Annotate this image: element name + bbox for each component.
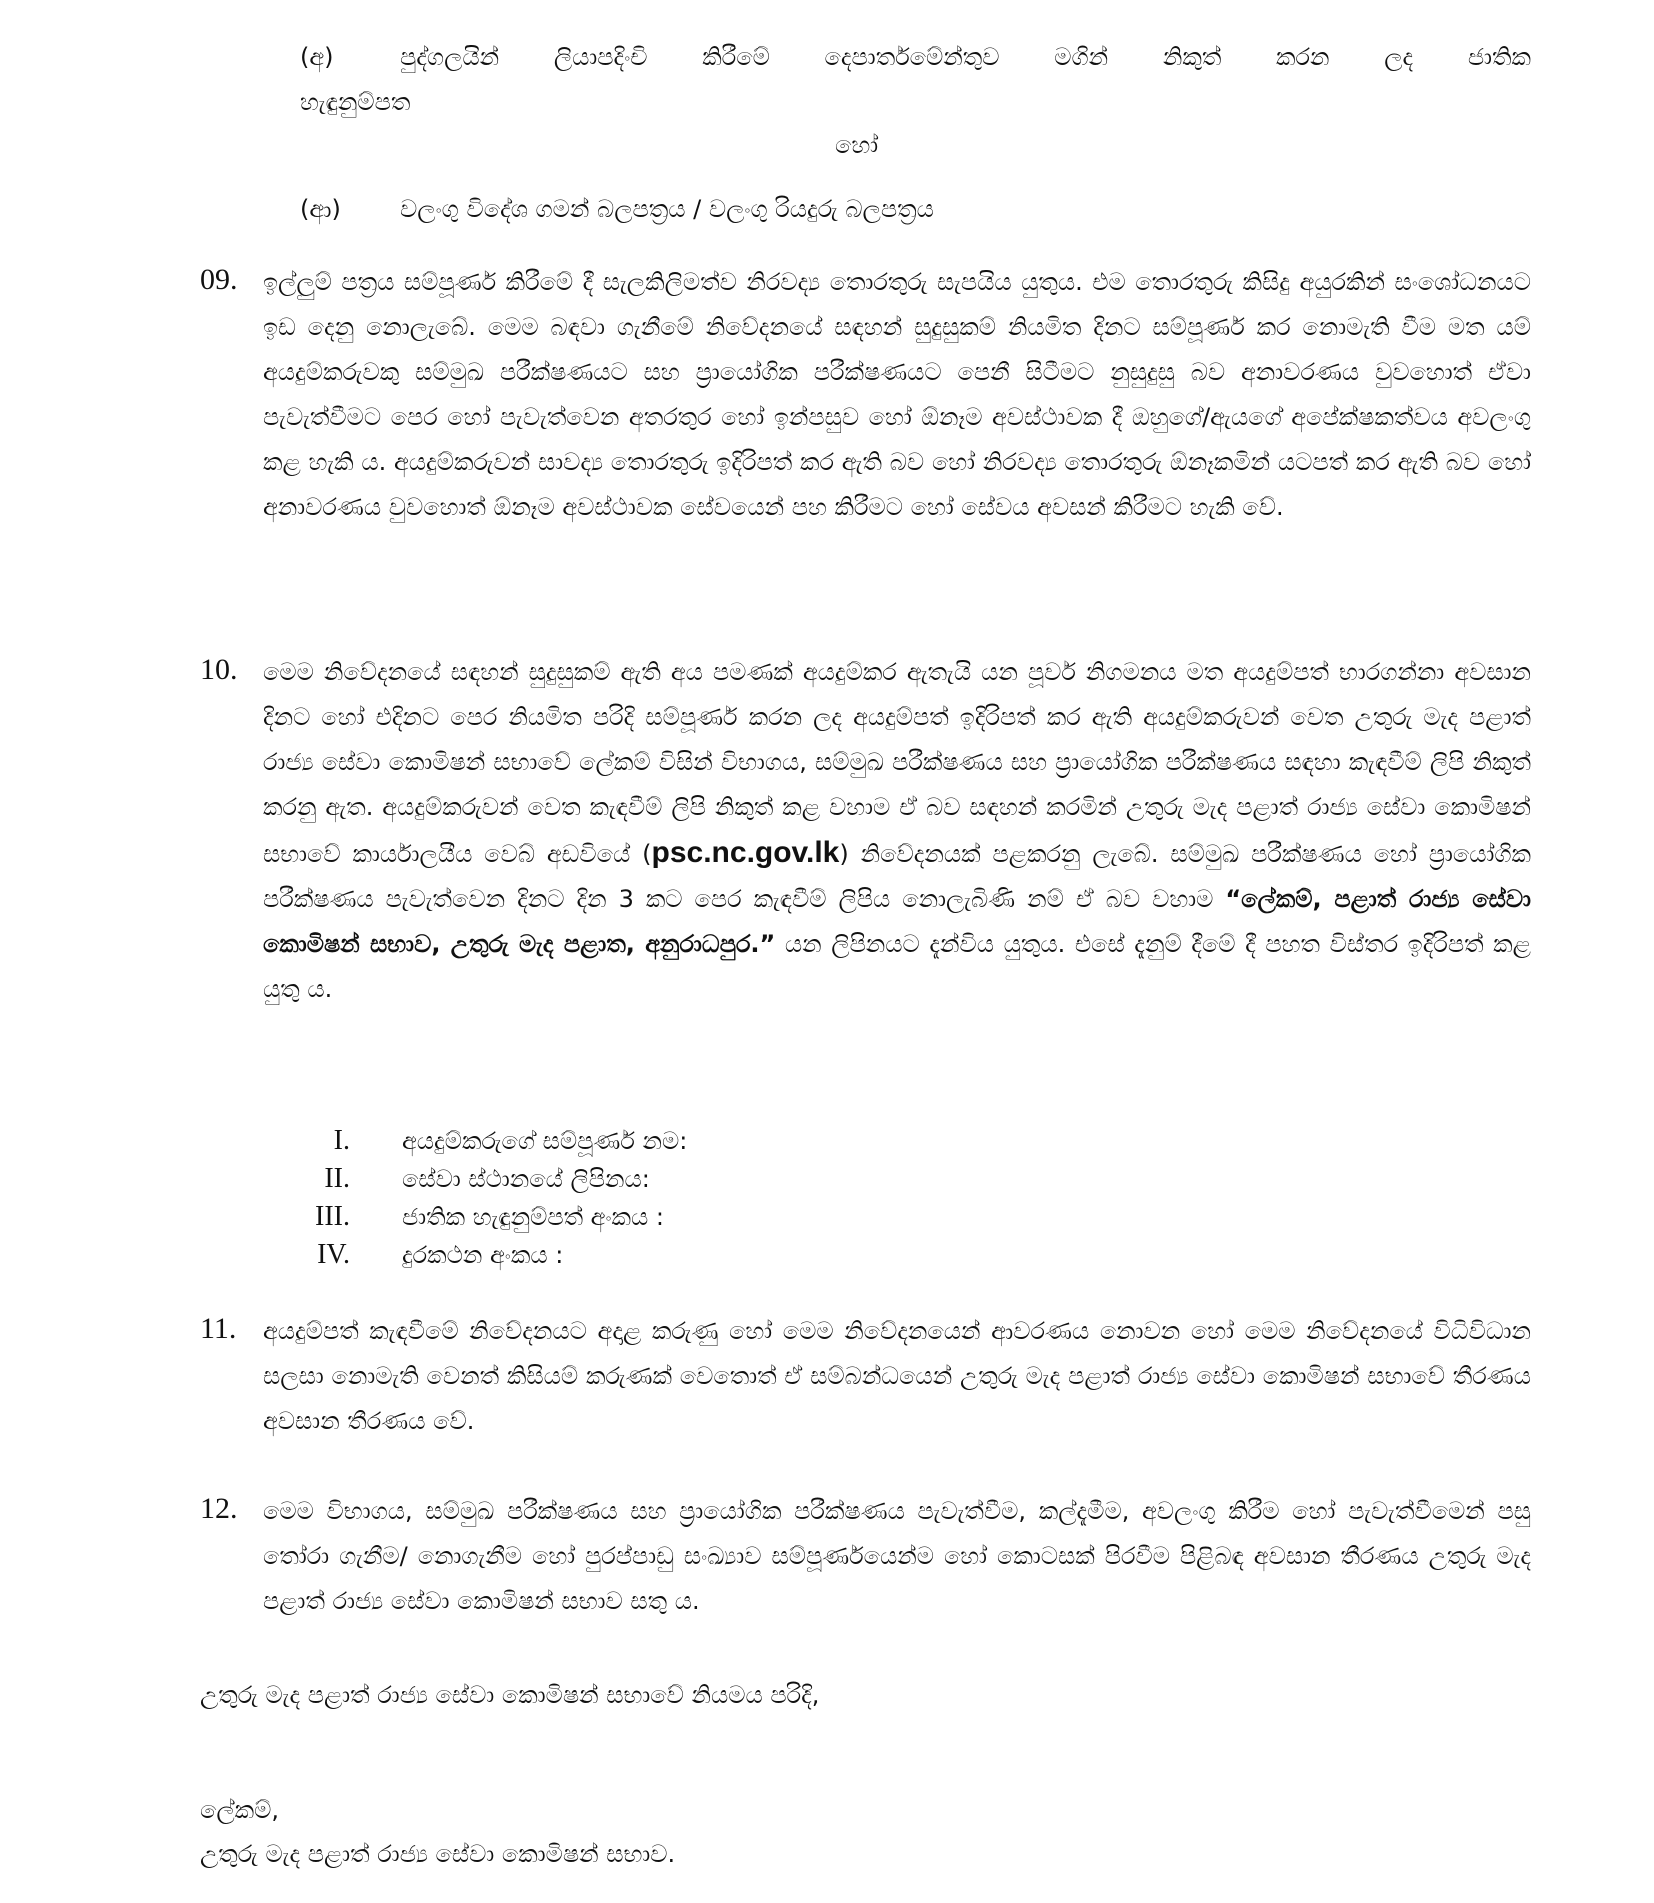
section-09-text: ඉල්ලුම් පත්‍රය සම්පූර්ණ කිරීමේ දී සැලකිලිමත්ව නිරවද්‍ය තොරතුරු සැපයිය යුතුය. එම තොරතුරු කිසිදු අයුරකින් සංශෝධනයට ඉඩ දෙනු නොලැබේ. මෙම බඳවා ගැනීමේ නිවේදනයේ සඳහන් සුදුසුකම් නියමිත දිනට සම්පූර්ණ කර නොමැති වීම මත යම් අයදුම්කරුවකු සම්මුඛ පරීක්ෂණයට සහ ප්‍රායෝගික පරීක්ෂණයට පෙනී සිටීමට නුසුදුසු බව අනාවරණය වුවහොත් ඒවා පැවැත්වීමට පෙර හෝ පැවැත්වෙන අතරතුර හෝ ඉන්පසුව හෝ ඕනෑම අවස්ථාවක දී ඔහුගේ/ඇයගේ අපේක්ෂකත්වය අවලංගු කළ හැකි ය. අයදුම්කරුවන් සාවද්‍ය තොරතුරු ඉදිරිපත් කර ඇති බව හෝ නිරවද්‍ය තොරතුරු ඕනෑකමින් යටපත් කර ඇති බව හෝ අනාවරණය වුවහොත් ඕනෑම අවස්ථාවක සේවයෙන් පහ කිරීමට හෝ සේවය අවසන් කිරීමට හැකි වේ. (263, 268, 1531, 521)
section-10-text (263, 650, 1531, 1012)
detail-numeral-2: II. (324, 1163, 350, 1194)
section-11-number: 11. (200, 1312, 237, 1345)
section-11-text: අයදුම්පත් කැඳවීමේ නිවේදනයට අදාළ කරුණු හෝ මෙම නිවේදනයෙන් ආවරණය නොවන හෝ මෙම නිවේදනයේ විධිවිධාන සලසා නොමැති වෙනත් කිසියම් කරුණක් වෙතොත් ඒ සම්බන්ධයෙන් උතුරු මැද පළාත් රාජ්‍ය සේවා කොමිෂන් සභාවේ තීරණය අවසාන තීරණය වේ. (263, 1317, 1531, 1435)
item-a-label: (අ) (300, 43, 334, 71)
section-12-number: 12. (200, 1492, 238, 1525)
section-12-text: මෙම විභාගය, සම්මුඛ පරීක්ෂණය සහ ප්‍රායෝගික පරීක්ෂණය පැවැත්වීම, කල්දැමීම, අවලංගු කිරීම හෝ පැවැත්වීමෙන් පසු තෝරා ගැනීම/ නොගැනීම හෝ පුරප්පාඩු සංඛ්‍යාව සම්පූර්ණයෙන්ම හෝ කොටසක් පිරවීම පිළිබඳ අවසාන තීරණය උතුරු මැද පළාත් රාජ්‍ය සේවා කොමිෂන් සභාව සතු ය. (263, 1497, 1531, 1615)
signatory-title: ලේකම්, (200, 1796, 280, 1824)
detail-label-full-name: අයදුම්කරුගේ සම්පූර්ණ නම: (402, 1127, 688, 1155)
detail-numeral-1: I. (333, 1125, 350, 1156)
section-10-number: 10. (200, 653, 238, 686)
signatory-organization: උතුරු මැද පළාත් රාජ්‍ය සේවා කොමිෂන් සභාව. (200, 1840, 676, 1868)
website-link[interactable]: psc.nc.gov.lk (651, 836, 840, 869)
section-09-number: 09. (200, 263, 238, 296)
item-b-label: (ආ) (300, 195, 341, 223)
detail-label-nic-number: ජාතික හැඳුනුම්පත් අංකය : (402, 1203, 665, 1231)
or-separator: හෝ (835, 131, 879, 159)
detail-numeral-4: IV. (317, 1239, 350, 1270)
section-10-text-part1: මෙම නිවේදනයේ සඳහන් සුදුසුකම් ඇති අය පමණක් අයදුම්කර ඇතැයි යන පූර්ව නිගමනය මත අයදුම්පත් භාරගන්නා අවසාන දිනට හෝ එදිනට පෙර නියමිත පරිදි සම්පූර්ණ කරන ලද අයදුම්පත් ඉදිරිපත් කර ඇති අයදුම්කරුවන් වෙත උතුරු මැද පළාත් රාජ්‍ය සේවා කොමිෂන් සභාවේ ලේකම් විසින් විභාගය, සම්මුඛ පරීක්ෂණය සහ ප්‍රායෝගික පරීක්ෂණය සඳහා කැඳවීම් ලිපි නිකුත් කරනු ඇත. අයදුම්කරුවන් වෙත කැඳවීම් ලිපි නිකුත් කළ වහාම ඒ බව සඳහන් කරමින් උතුරු මැද පළාත් රාජ්‍ය සේවා කොමිෂන් සභාවේ කාර්යාලයීය වෙබ් අඩවියේ ( (263, 658, 1531, 868)
section-10-text-part2: ) නිවේදනයක් පළකරනු ලැබේ. සම්මුඛ පරීක්ෂණය හෝ ප්‍රායෝගික පරීක්ෂණය පැවැත්වෙන දිනට දින 3 කට පෙර කැඳවීම් ලිපිය නොලැබිණි නම් ඒ බව වහාම (263, 840, 1532, 913)
item-a-line1: පුද්ගලයින් ලියාපදිංචි කිරීමේ දෙපාර්තමේන්තුව මගින් නිකුත් කරන ලද ජාතික (400, 43, 1531, 71)
item-b-text: වලංගු විදේශ ගමන් බලපත්‍රය / වලංගු රියදුරු බලපත්‍රය (400, 195, 934, 223)
detail-label-workplace-address: සේවා ස්ථානයේ ලිපිනය: (402, 1165, 650, 1193)
secretary-address: “ලේකම්, පළාත් රාජ්‍ය සේවා කොමිෂන් සභාව, උතුරු මැද පළාත, අනුරාධපුර.” (263, 885, 1531, 958)
detail-label-phone-number: දුරකථන අංකය : (402, 1241, 564, 1269)
detail-numeral-3: III. (315, 1201, 350, 1232)
item-a-line2: හැඳුනුම්පත (300, 88, 411, 116)
closing-order: උතුරු මැද පළාත් රාජ්‍ය සේවා කොමිෂන් සභාවේ නියමය පරිදි, (200, 1681, 820, 1709)
section-10-text-part3: යන ලිපිනයට දැන්විය යුතුය. එසේ දැනුම් දීමේ දී පහත විස්තර ඉදිරිපත් කළ යුතු ය. (263, 930, 1531, 1003)
